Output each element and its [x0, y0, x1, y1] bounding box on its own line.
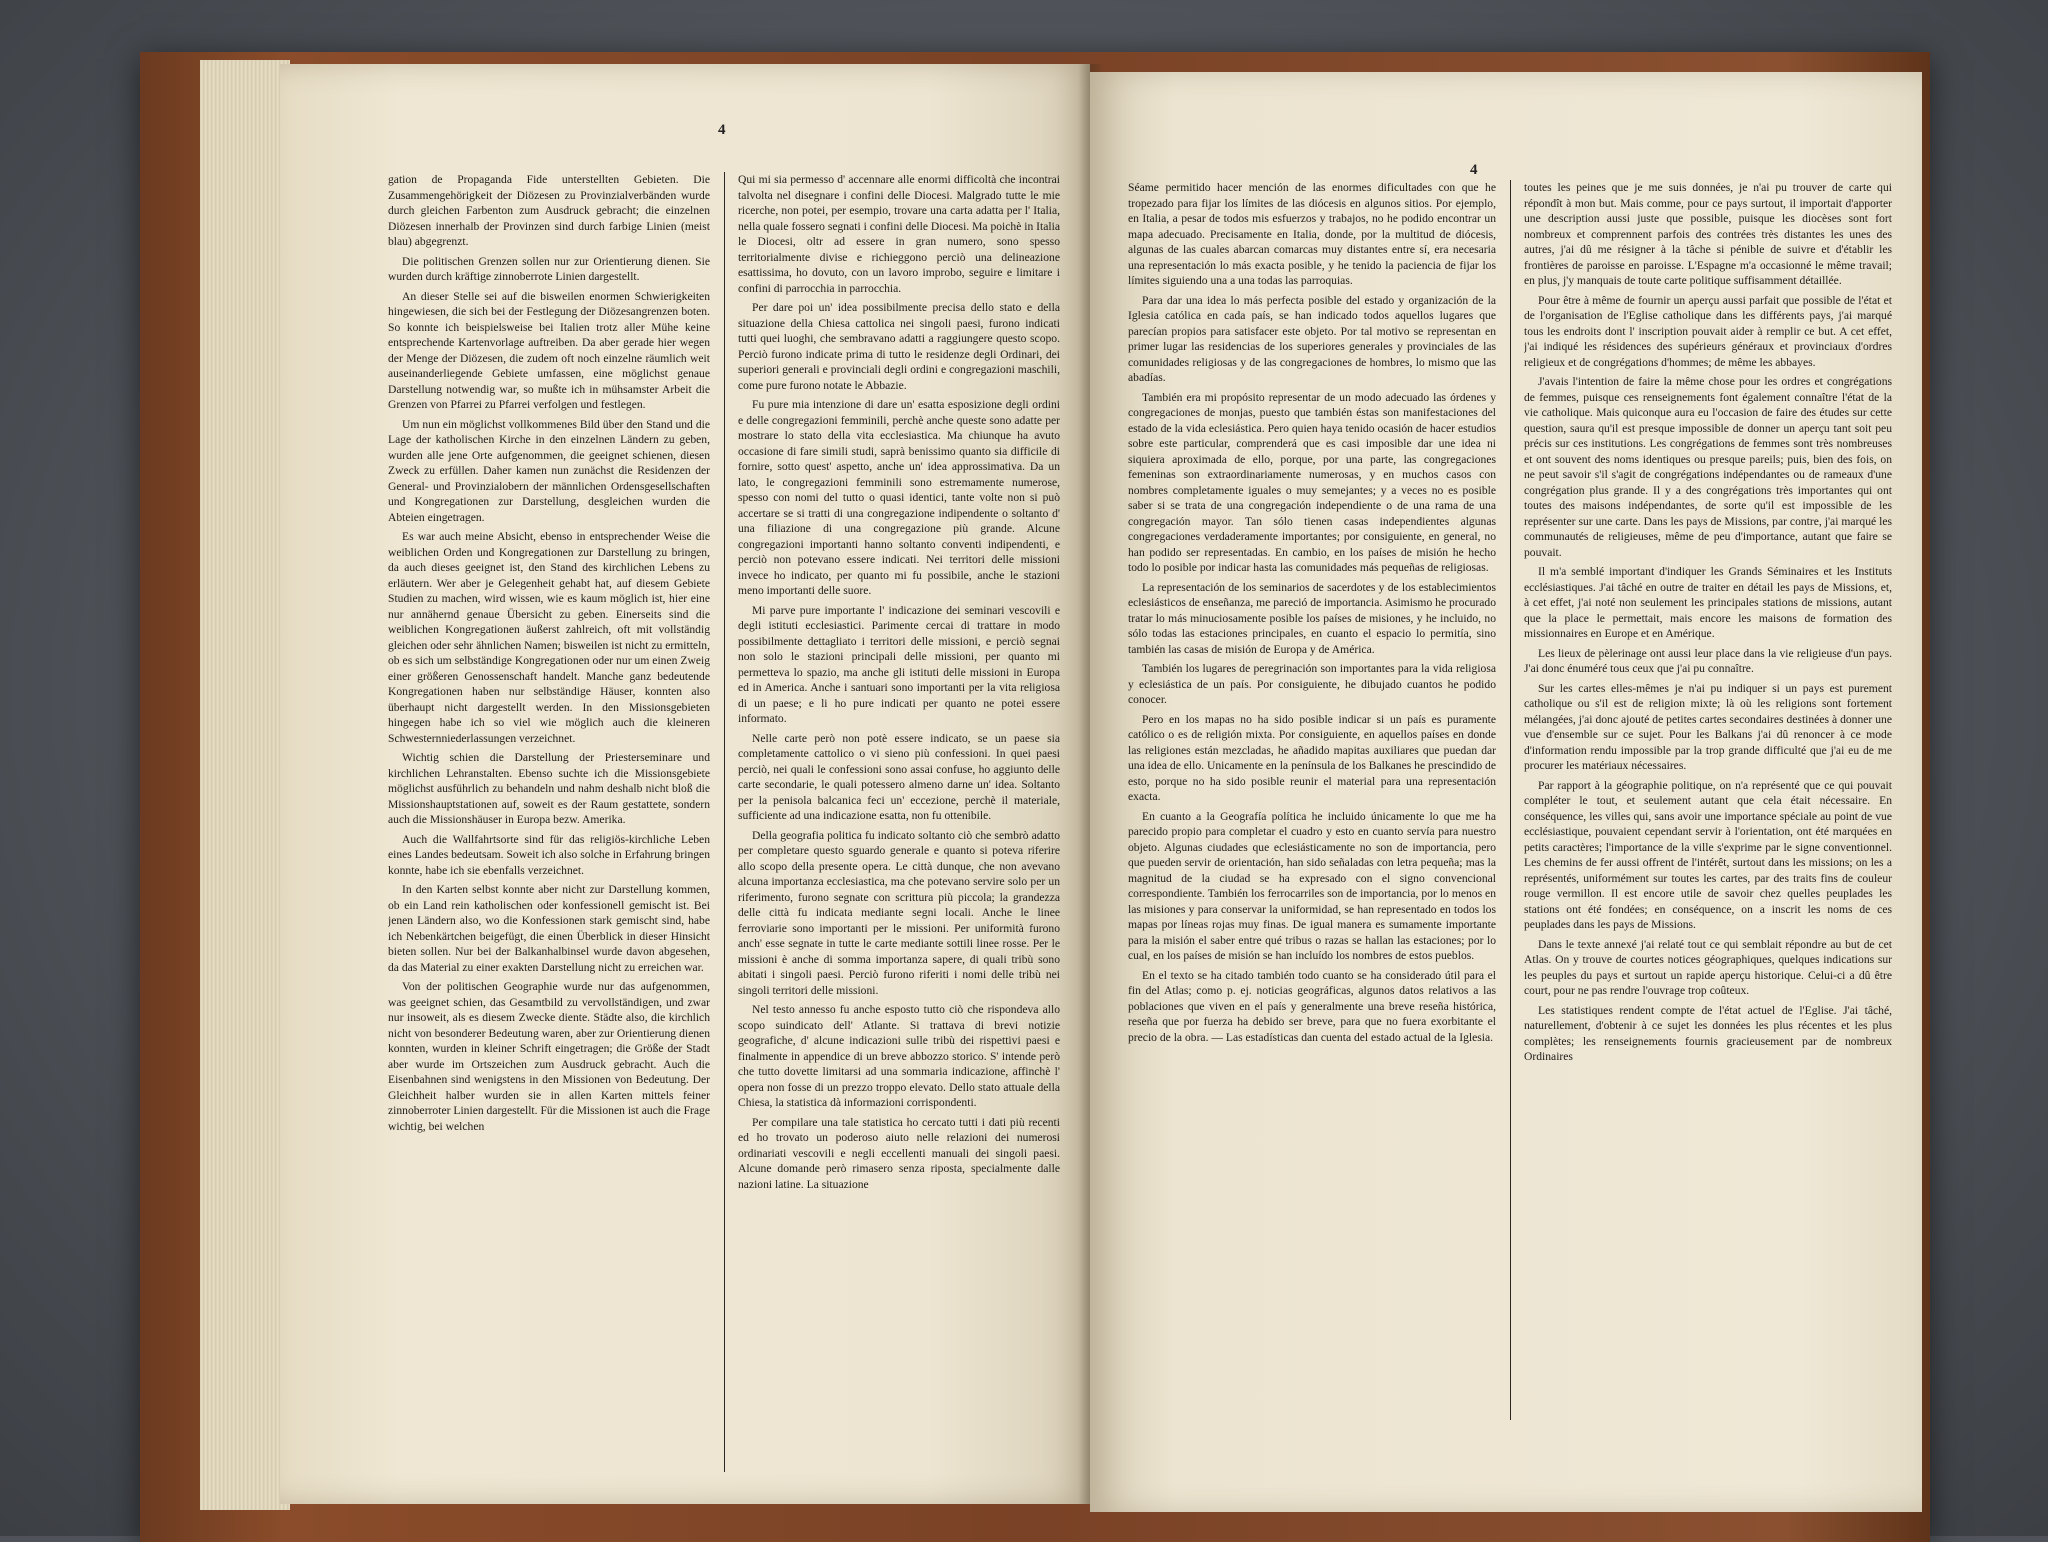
- column-divider: [724, 172, 725, 1472]
- paragraph: Par rapport à la géographie politique, on n'a représenté que ce qui pouvait compléter le tout, et seulement autant que cela était nécessaire. En conséquence, les villes qui, sans avoir une importance spéciale au point de vue ecclésiastique, pouvaient cependant servir à l'orientation, ont été marquées en petits caractères; l'importance de la ville s'exprime par le signe conventionnel. Les chemins de fer aussi offrent de l'intérêt, surtout dans les missions; on les a représentés, uniformément sur toutes les cartes, par des traits fins de couleur rouge vermillon. Il est encore utile de savoir chez quelles peuplades les stations ont été fondées; en conséquence, on a inscrit les noms de ces peuplades dans les pays de Missions.: [1524, 778, 1892, 931]
- paragraph: También era mi propósito representar de un modo adecuado las órdenes y congregaciones de monjas, puesto que también éstas son manifestaciones del estado de la vida eclesiástica. Pero quien haya tenido ocasión de hacer estudios sobre este particular, comprenderá que es casi imposible dar une idea ni siquiera aproximada de ello, porque, por una parte, las congregaciones femeninas son extraordinariamente numerosas, y en muchos casos con nombres completamente iguales o muy semejantes; y a veces no es posible saber si se trata de una congregación independiente o de una rama de una congregación mayor. Tan sólo tienen casas independientes algunas congregaciones verdaderamente importantes; por consiguiente, en general, no han podido ser representadas. En cambio, en los países de misión he hecho todo lo posible por indicar hasta las comunidades más pequeñas de religiosas.: [1128, 390, 1496, 574]
- paragraph: toutes les peines que je me suis données, je n'ai pu trouver de carte qui répondît à mon but. Mais comme, pour ce pays surtout, il importait d'apporter une description aussi juste que possible, puisque les diocèses sont fort nombreux et comprennent parfois des contrées très distantes les unes des autres, j'ai dû me résigner à la tâche si pénible de suivre et d'établir les frontières de paroisse en paroisse. L'Espagne m'a occasionné le même travail; en plus, j'y manquais de toute carte politique suffisamment détaillée.: [1524, 181, 1892, 287]
- paragraph: Pero en los mapas no ha sido posible indicar si un país es puramente católico o es de religión mixta. Por consiguiente, en aquellos países en donde las religiones están mezcladas, he añadido mapitas auxiliares que puedan dar una idea de ello. Unicamente en la península de los Balkanes he prescindido de esto, porque no ha sido posible reunir el material para una representación exacta.: [1128, 712, 1496, 803]
- left-page: [280, 64, 1090, 1504]
- paragraph: gation de Propaganda Fide unterstellten Gebieten. Die Zusammengehörigkeit der Diözesen zu Provinzialverbänden wurde durch gleichen Farbenton zum Ausdruck gebracht; die einzelnen Diözesen innerhalb der Provinzen sind durch farbige Linien (meist blau) abgegrenzt.: [388, 173, 710, 248]
- paragraph: In den Karten selbst konnte aber nicht zur Darstellung kommen, ob ein Land rein katholischen oder konfessionell gemischt ist. Bei jenen Ländern also, wo die Konfessionen stark gemischt sind, habe ich Nebenkärtchen beigefügt, die einen Überblick in dieser Hinsicht bieten sollen. Nur bei der Balkanhalbinsel wurde davon abgesehen, da das Material zu einer exakten Darstellung nicht zu erreichen war.: [388, 883, 710, 974]
- paragraph: Fu pure mia intenzione di dare un' esatta esposizione degli ordini e delle congregazioni femminili, perchè anche queste sono adatte per mostrare lo stato della vita ecclesiastica. Ma chiunque ha avuto occasione di fare simili studi, saprà benissimo quanto sia difficile di fornire, sotto quest' aspetto, anche un' idea approssimativa. Da un lato, le congregazioni femminili sono estremamente numerose, spesso con nomi del tutto o quasi identici, tante volte non si può accertare se si tratti di una congregazione indipendente o soltanto d' una filiazione di una congregazione più grande. Alcune congregazioni importanti hanno soltanto conventi indipendenti, e perciò non potevano essere indicati. Nei territori delle missioni invece ho indicato, per quanto mi fu possibile, anche le stazioni meno importanti delle suore.: [738, 398, 1060, 597]
- paragraph: Wichtig schien die Darstellung der Priesterseminare und kirchlichen Lehranstalten. Ebenso suchte ich die Missionsgebiete möglichst ausführlich zu behandeln und nahm deshalb nicht bloß die Missionshauptstationen auf, soweit es der Raum gestattete, sondern auch die Missionshäuser in Europa bezw. Amerika.: [388, 751, 710, 826]
- paragraph: Il m'a semblé important d'indiquer les Grands Séminaires et les Instituts ecclésiastiques. J'ai tâché en outre de traiter en détail les pays de Missions, et, à cet effet, j'ai noté non seulement les principales stations de missions, autant que la place le permettait, mais encore les maisons de formation des missionnaires en Europe et en Amérique.: [1524, 565, 1892, 640]
- paragraph: Séame permitido hacer mención de las enormes dificultades con que he tropezado para fijar los límites de las diócesis en algunos sitios. Por ejemplo, en Italia, a pesar de todos mis esfuerzos y trabajos, no he podido encontrar un mapa adecuado. Precisamente en Italia, donde, por la multitud de diócesis, algunas de las cuales abarcan comarcas muy distantes entre sí, era necesaria una representación lo más exacta posible, y he tenido la paciencia de fijar los límites siguiendo una a una todas las parroquias.: [1128, 181, 1496, 287]
- paragraph: Auch die Wallfahrtsorte sind für das religiös-kirchliche Leben eines Landes bedeutsam. Soweit ich also solche in Erfahrung bringen konnte, habe ich sie ebenfalls verzeichnet.: [388, 832, 710, 877]
- paragraph: J'avais l'intention de faire la même chose pour les ordres et congrégations de femmes, puisque ces renseignements font également connaître l'état de la vie catholique. Mais quiconque aura eu l'occasion de faire des études sur cette question, saura qu'il est presque impossible de donner un aperçu tant soit peu précis sur ces institutions. Les congrégations de femmes sont très nombreuses et ont souvent des noms identiques ou presque pareils; puis, bien des fois, on ne peut savoir s'il s'agit de congrégations indépendantes ou de rameaux d'une congrégation plus grande. Il y a des congrégations très importantes qui ont toutes des maisons indépendantes, de sorte qu'il est impossible de les représenter sur une carte. Dans les pays de Missions, par contre, j'ai marqué les communautés de religieuses, même de peu d'importance, autant que faire se pouvait.: [1524, 375, 1892, 559]
- right-page-number: 4: [1470, 162, 1478, 178]
- paragraph: Die politischen Grenzen sollen nur zur Orientierung dienen. Sie wurden durch kräftige zinnoberrote Linien dargestellt.: [388, 254, 710, 283]
- left-page-number: 4: [718, 122, 726, 138]
- page-stack-edge: [200, 60, 290, 1510]
- paragraph: Von der politischen Geographie wurde nur das aufgenommen, was geeignet schien, das Gesamtbild zu vervollständigen, und zwar nur insoweit, als es diesem Zwecke diente. Städte also, die kirchlich nicht von besonderer Bedeutung waren, aber zur Orientierung dienen konnten, wurden in kleiner Schrift eingetragen; die Größe der Stadt aber wurde im Ortszeichen zum Ausdruck gebracht. Auch die Eisenbahnen sind wenigstens in den Missionen von Bedeutung. Der Gleichheit halber wurden sie in allen Karten mittels feiner zinnoberroter Linien dargestellt. Für die Missionen ist auch die Frage wichtig, bei welchen: [388, 980, 710, 1133]
- paragraph: También los lugares de peregrinación son importantes para la vida religiosa y eclesiástica de un país. Por consiguiente, he dibujado cuantos he podido conocer.: [1128, 662, 1496, 706]
- paragraph: Les lieux de pèlerinage ont aussi leur place dans la vie religieuse d'un pays. J'ai donc énuméré tous ceux que j'ai pu connaître.: [1524, 646, 1892, 675]
- paragraph: Um nun ein möglichst vollkommenes Bild über den Stand und die Lage der katholischen Kirche in den einzelnen Ländern zu geben, wurden alle jene Orte aufgenommen, die geeignet schienen, diesen Zweck zu erfüllen. Daher kamen nun zunächst die Residenzen der General- und Provinzialobern der männlichen Ordensgesellschaften und Kongregationen zur Darstellung, desgleichen wurden die Abteien eingetragen.: [388, 417, 710, 524]
- german-column: [388, 172, 710, 1472]
- spanish-column: [1128, 180, 1496, 1490]
- paragraph: En el texto se ha citado también todo cuanto se ha considerado útil para el fin del Atlas; como p. ej. noticias geográficas, algunos datos relativos a las poblaciones que viven en el país y generalmente una breve reseña histórica, reseña que por fuerza ha debido ser breve, para que no fuera exorbitante el precio de la obra. — Las estadísticas dan cuenta del estado actual de la Iglesia.: [1128, 968, 1496, 1044]
- paragraph: Per compilare una tale statistica ho cercato tutti i dati più recenti ed ho trovato un poderoso aiuto nelle relazioni dei numerosi ordinariati vescovili e negli eccellenti manuali dei singoli paesi. Alcune domande però rimasero senza riposta, specialmente dalle nazioni latine. La situazione: [738, 1115, 1060, 1191]
- italian-column: [738, 172, 1060, 1472]
- right-page: [1090, 72, 1922, 1512]
- column-divider: [1510, 180, 1511, 1420]
- paragraph: Les statistiques rendent compte de l'état actuel de l'Eglise. J'ai tâché, naturellement, d'obtenir à ce sujet les données les plus récentes et les plus complètes; les renseignements fournis gracieusement par de nombreux Ordinaires: [1524, 1003, 1892, 1063]
- paragraph: Pour être à même de fournir un aperçu aussi parfait que possible de l'état et de l'organisation de l'Eglise catholique dans les différents pays, j'ai marqué tous les endroits dont l' inscription pouvait aider à remplir ce but. A cet effet, j'ai indiqué les résidences des supérieurs généraux et provinciaux d'ordres religieux et de congrégations d'hommes; de même les abbayes.: [1524, 293, 1892, 369]
- paragraph: Dans le texte annexé j'ai relaté tout ce qui semblait répondre au but de cet Atlas. On y trouve de courtes notices géographiques, quelques indications sur les peuples du pays et surtout un rapide aperçu historique. Celui-ci a dû être court, pour ne pas rendre l'ouvrage trop coûteux.: [1524, 937, 1892, 997]
- paragraph: Es war auch meine Absicht, ebenso in entsprechender Weise die weiblichen Orden und Kongregationen zur Darstellung zu bringen, da auch dieses geeignet ist, den Stand des kirchlichen Lebens zu erläutern. Wer aber je Gelegenheit gehabt hat, auf diesem Gebiete Studien zu machen, wird wissen, wie es kaum möglich ist, hier eine nur annähernd genaue Übersicht zu geben. Einerseits sind die weiblichen Kongregationen äußerst zahlreich, oft mit vollständig gleichen oder sehr ähnlichen Namen; bisweilen ist nicht zu ermitteln, ob es sich um selbständige Kongregationen oder nur um einen Zweig einer größeren Genossenschaft handelt. Manche ganz bedeutende Kongregationen haben nur selbständige Häuser, konnten also überhaupt nicht dargestellt werden. In den Missionsgebieten hingegen habe ich so viel wie möglich auch die kleineren Schwesternniederlassungen verzeichnet.: [388, 530, 710, 745]
- paragraph: An dieser Stelle sei auf die bisweilen enormen Schwierigkeiten hingewiesen, die sich bei der Festlegung der Diözesangrenzen boten. So konnte ich beispielsweise bei Italien trotz aller Mühe keine entsprechende Kartenvorlage auftreiben. Da aber gerade hier wegen der Menge der Diözesen, die zudem oft noch einzelne räumlich weit auseinanderliegende Gebiete umfassen, eine möglichst genaue Darstellung notwendig war, so mußte ich in mühsamster Arbeit die Grenzen von Pfarrei zu Pfarrei verfolgen und festlegen.: [388, 289, 710, 411]
- paragraph: Mi parve pure importante l' indicazione dei seminari vescovili e degli istituti ecclesiastici. Parimente cercai di trattare in modo possibilmente dettagliato i territori delle missioni, e perciò segnai non solo le stazioni principali delle missioni, per quanto mi permetteva lo spazio, ma anche gli istituti delle missioni in Europa ed in America. Anche i santuari sono importanti per la vita religiosa di un paese; e li ho pure indicati per quanto ne potei essere informato.: [738, 603, 1060, 725]
- paragraph: La representación de los seminarios de sacerdotes y de los establecimientos eclesiásticos de enseñanza, me pareció de importancia. Asimismo he procurado tratar lo más minuciosamente posible los países de misiones, y he incluido, no sólo todas las estaciones principales, en cuanto el espacio lo permitía, sino también las casas de misión de Europa y de América.: [1128, 580, 1496, 656]
- paragraph: Per dare poi un' idea possibilmente precisa dello stato e della situazione della Chiesa cattolica nei singoli paesi, furono indicati tutti quei luoghi, che sembravano adatti a raggiungere questo scopo. Perciò furono indicate prima di tutto le residenze degli Ordinari, dei superiori generali e provinciali degli ordini e congregazioni maschili, come pure furono notate le Abbazie.: [738, 301, 1060, 392]
- paragraph: Nelle carte però non potè essere indicato, se un paese sia completamente cattolico o vi sieno più confessioni. In quei paesi perciò, nei quali le confessioni sono assai confuse, ho aggiunto delle carte secondarie, le quali potessero almeno darne un' idea. Soltanto per la penisola balcanica feci un' eccezione, perchè il materiale, sufficiente ad una indicazione esatta, non fu ottenibile.: [738, 731, 1060, 822]
- paragraph: Nel testo annesso fu anche esposto tutto ciò che rispondeva allo scopo suindicato dell' Atlante. Si trattava di brevi notizie geografiche, d' alcune indicazioni sulle tribù dei rispettivi paesi e finalmente in appendice di un breve abbozzo storico. S' intende però che tutto dovette limitarsi ad una sommaria indicazione, affinchè l' opera non fosse di un prezzo troppo elevato. Dello stato attuale della Chiesa, la statistica dà informazioni corrispondenti.: [738, 1003, 1060, 1109]
- paragraph: En cuanto a la Geografía política he incluido únicamente lo que me ha parecido propio para completar el cuadro y esto en cuanto servía para nuestro objeto. Algunas ciudades que eclesiásticamente no son de importancia, pero que pueden servir de orientación, han sido señaladas con letra pequeña; mas la magnitud de la ciudad se ha expresado con el signo convencional correspondiente. También los ferrocarriles son de importancia, por lo menos en las misiones y para conservar la uniformidad, se han representado en todos los mapas por líneas rojas muy finas. De igual manera es sumamente importante para la misión el saber entre qué tribus o razas se hallan las estaciones; por lo cual, en los países de misión se han incluído los nombres de estos pueblos.: [1128, 809, 1496, 962]
- paragraph: Para dar una idea lo más perfecta posible del estado y organización de la Iglesia católica en cada país, se han indicado todos aquellos lugares que parecían propios para satisfacer este objeto. Por tal motivo se representan en primer lugar las residencias de los superiores generales y provinciales de las comunidades religiosas y de las congregaciones de hombres, lo mismo que las abadías.: [1128, 293, 1496, 384]
- paragraph: Sur les cartes elles-mêmes je n'ai pu indiquer si un pays est purement catholique ou s'il est de religion mixte; là où les religions sont fortement mélangées, j'ai donc ajouté de petites cartes secondaires destinées à donner une vue d'ensemble sur ce sujet. Pour les Balkans j'ai dû renoncer à ce mode d'information rendu impossible par la trop grande difficulté que j'ai eu de me procurer les matériaux nécessaires.: [1524, 681, 1892, 772]
- paragraph: Qui mi sia permesso d' accennare alle enormi difficoltà che incontrai talvolta nel disegnare i confini delle Diocesi. Malgrado tutte le mie ricerche, non potei, per esempio, trovare una carta adatta per l' Italia, nella quale fossero segnati i confini delle Diocesi. Ma poichè in Italia le Diocesi, oltr ad essere in gran numero, sono spesso territorialmente divise e richieggono perciò una delineazione esattissima, ho dovuto, con un lavoro improbo, seguire e limitare i confini di parrocchia in parrocchia.: [738, 173, 1060, 295]
- paragraph: Della geografia politica fu indicato soltanto ciò che sembrò adatto per completare questo sguardo generale e quanto si poteva riferire allo scopo della presente opera. Le città dunque, che non avevano alcuna importanza ecclesiastica, ma che potevano servire solo per un riferimento, furono segnate con scrittura più piccola; la grandezza delle città fu indicata mediante segni locali. Anche le linee ferroviarie sono importanti per le missioni. Per uniformità furono anch' esse segnate in tutte le carte mediante sottili linee rosse. Per le missioni è anche di somma importanza sapere, di quali tribù sono abitati i singoli paesi. Perciò furono riferiti i nomi delle tribù nei singoli territori delle missioni.: [738, 828, 1060, 997]
- french-column: [1524, 180, 1892, 1490]
